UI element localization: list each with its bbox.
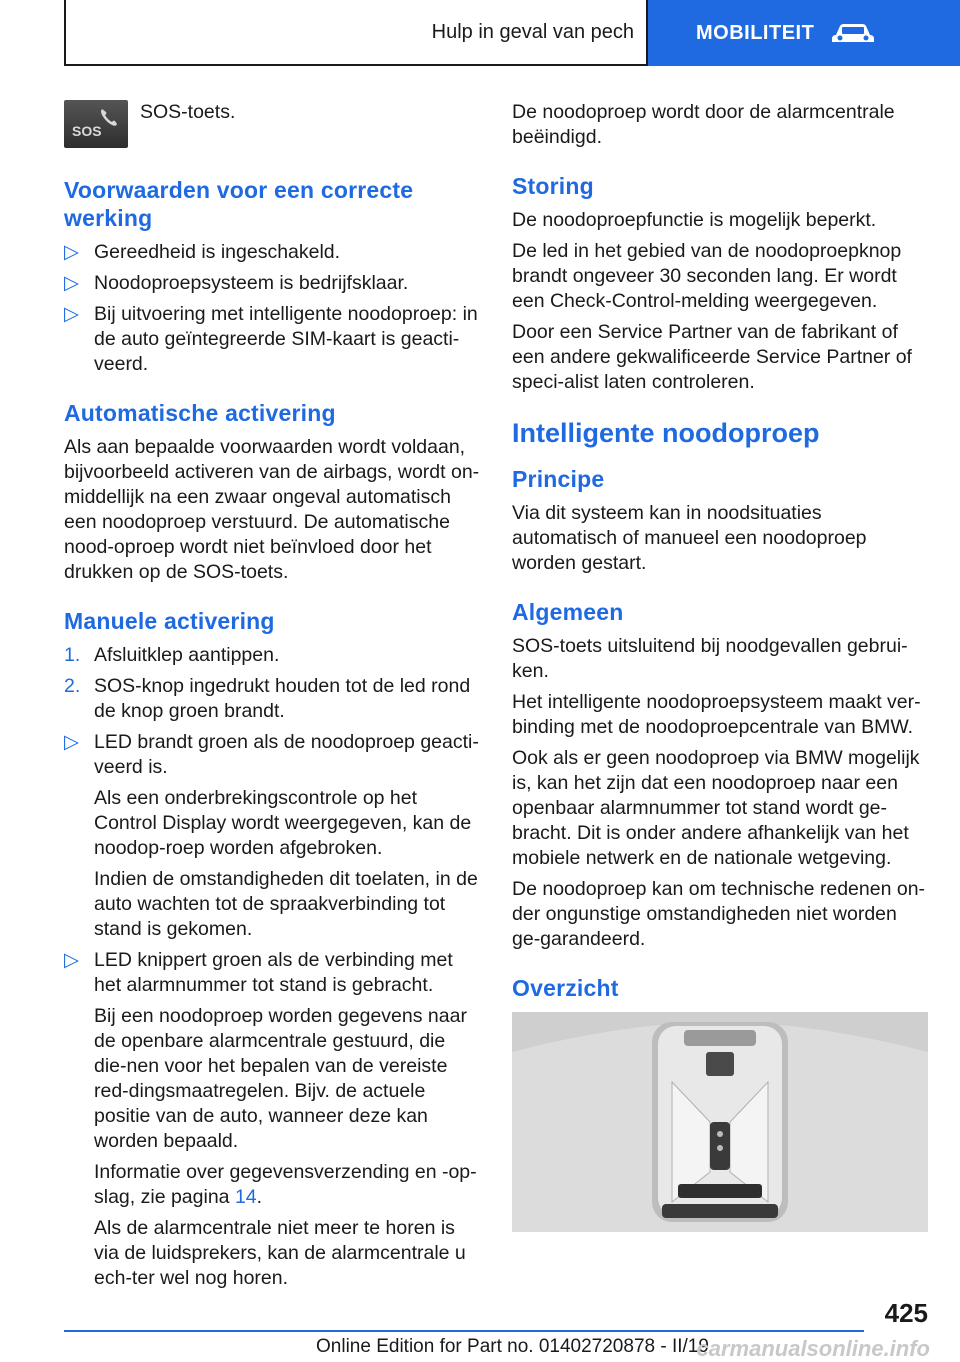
sos-button-image <box>64 100 128 148</box>
conditions-title: Voorwaarden voor een correcte werking <box>64 177 414 231</box>
page-number: 425 <box>884 1298 928 1328</box>
list-item-paragraph: Indien de omstandigheden dit toelaten, in de auto wachten tot de spraakverbinding tot stand is gekomen. <box>94 868 478 940</box>
algemeen-p3: Ook als er geen noodoproep via BMW mogelijk is, kan het zijn dat een noodoproep naar een openbaar alarmnummer tot stand wordt ge-bracht. Dit is onder andere afhankelijk van het mobiele netwerk en de nationale wetgeving. <box>512 747 920 869</box>
overzicht-title: Overzicht <box>512 975 619 1001</box>
algemeen-title: Algemeen <box>512 599 624 625</box>
list-item-text: SOS-knop ingedrukt houden tot de led rond de knop groen brandt. <box>94 675 471 722</box>
storing-section <box>512 172 930 395</box>
intelligent-call-title: Intelligente noodoproep <box>512 418 820 448</box>
manual-bullets <box>64 730 482 1291</box>
overhead-console-illustration <box>512 1012 928 1232</box>
principe-title: Principe <box>512 466 605 492</box>
manual-activation-section <box>64 607 482 1291</box>
chapter-tab[interactable] <box>648 0 960 66</box>
conditions-list <box>64 240 482 377</box>
auto-activation-title: Automatische activering <box>64 400 336 426</box>
principe-section <box>512 465 930 576</box>
sos-badge-text: SOS <box>72 123 102 139</box>
car-icon <box>830 21 876 45</box>
list-item <box>64 240 482 265</box>
list-item-text: Bij uitvoering met intelligente noodoproep: in de auto geïntegreerde SIM-kaart is geacti-veerd. <box>94 303 478 375</box>
section-title-text: Hulp in geval van pech <box>431 20 634 43</box>
list-item <box>64 948 482 1291</box>
list-item-paragraph <box>94 1160 482 1210</box>
storing-p3: Door een Service Partner van de fabrikant of een andere gekwalificeerde Service Partner of speci-alist laten controleren. <box>512 321 912 393</box>
list-item-text: LED knippert groen als de verbinding met het alarmnummer tot stand is gebracht. <box>94 949 453 996</box>
triangle-bullet-icon: ▷ <box>64 241 79 263</box>
list-item-paragraph: Bij een noodoproep worden gegevens naar de openbare alarmcentrale gestuurd, die die-nen voor het bepalen van de vereiste red-dingsmaatregelen. Bijv. de actuele positie van de auto, wanneer deze kan worden bepaald. <box>94 1005 467 1152</box>
algemeen-p1: SOS-toets uitsluitend bij noodgevallen gebrui-ken. <box>512 635 908 682</box>
edition-text: Online Edition for Part no. 01402720878 - II/19 <box>316 1336 709 1357</box>
triangle-bullet-icon: ▷ <box>64 949 79 971</box>
sos-button-figure <box>64 100 482 148</box>
reference-text: Informatie over gegevensverzending en -op-slag, zie pagina <box>94 1161 477 1208</box>
algemeen-p4: De noodoproep kan om technische redenen on-der ongunstige omstandigheden niet worden ge-garandeerd. <box>512 878 926 950</box>
triangle-bullet-icon: ▷ <box>64 272 79 294</box>
sos-caption: SOS-toets. <box>140 101 236 123</box>
step-number: 2. <box>64 675 81 697</box>
page-link[interactable]: 14 <box>234 1186 257 1208</box>
list-item <box>64 643 482 668</box>
triangle-bullet-icon: ▷ <box>64 731 79 753</box>
manual-steps <box>64 643 482 724</box>
page-header <box>64 0 960 66</box>
list-item-text: Noodoproepsysteem is bedrijfsklaar. <box>94 272 409 294</box>
list-item-text: LED brandt groen als de noodoproep geacti-veerd is. <box>94 731 479 778</box>
storing-title: Storing <box>512 173 594 199</box>
reference-suffix: . <box>256 1186 263 1208</box>
overhead-console-photo <box>512 1012 928 1232</box>
section-title <box>64 0 648 66</box>
list-item-text: Afsluitklep aantippen. <box>94 644 280 666</box>
list-item <box>64 302 482 377</box>
algemeen-section <box>512 598 930 952</box>
left-column <box>64 100 482 1313</box>
list-item-paragraph: Als de alarmcentrale niet meer te horen is via de luidsprekers, kan de alarmcentrale u ech-ter wel nog horen. <box>94 1217 466 1289</box>
manual-activation-title: Manuele activering <box>64 608 275 634</box>
list-item <box>64 674 482 724</box>
chapter-title: MOBILITEIT <box>696 21 815 44</box>
auto-activation-text: Als aan bepaalde voorwaarden wordt voldaan, bijvoorbeeld activeren van de airbags, wordt on-middellijk na een zwaar ongeval automatisch een noodoproep verstuurd. De automatische nood-oproep wordt niet beïnvloed door het drukken op de SOS-toets. <box>64 436 480 583</box>
storing-p2: De led in het gebied van de noodoproepknop brandt ongeveer 30 seconden lang. Er wordt een Check-Control-melding weergegeven. <box>512 240 902 312</box>
right-column <box>512 100 930 1232</box>
list-item-paragraph: Als een onderbrekingscontrole op het Control Display wordt weergegeven, kan de noodop-roep worden afgebroken. <box>94 787 472 859</box>
auto-activation-section <box>64 399 482 585</box>
algemeen-p2: Het intelligente noodoproepsysteem maakt ver-binding met de noodoproepcentrale van BMW. <box>512 691 921 738</box>
conditions-section <box>64 176 482 377</box>
step-number: 1. <box>64 644 81 666</box>
triangle-bullet-icon: ▷ <box>64 303 79 325</box>
list-item-text: Gereedheid is ingeschakeld. <box>94 241 341 263</box>
footer-divider <box>64 1330 864 1332</box>
storing-p1: De noodoproepfunctie is mogelijk beperkt. <box>512 209 877 231</box>
watermark-logo: carmanualsonline.info <box>696 1336 930 1361</box>
list-item <box>64 271 482 296</box>
end-text: De noodoproep wordt door de alarmcentrale beëindigd. <box>512 101 895 148</box>
list-item <box>64 730 482 942</box>
principe-text: Via dit systeem kan in noodsituaties automatisch of manueel een noodoproep worden gestart. <box>512 502 867 574</box>
